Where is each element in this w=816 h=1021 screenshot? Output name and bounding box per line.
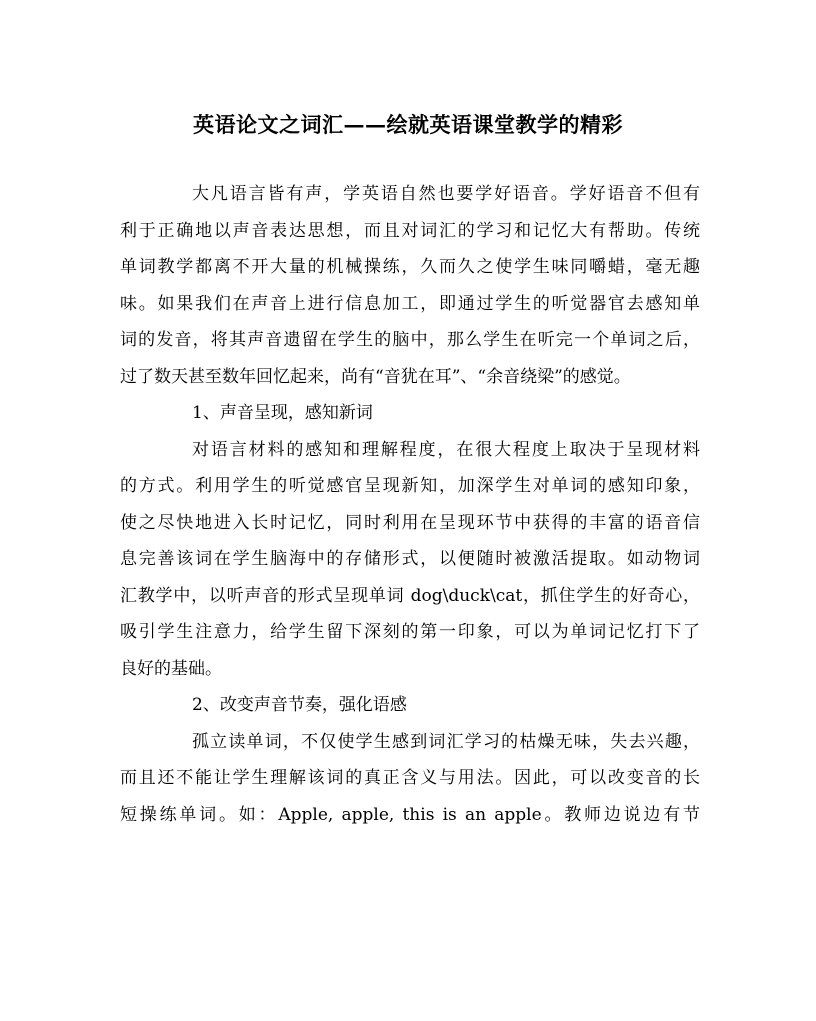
paragraph-line: 的方式。利用学生的听觉感官呈现新知，加深学生对单词的感知印象， [120,476,700,496]
document-title: 英语论文之词汇——绘就英语课堂教学的精彩 [193,112,623,137]
paragraph-line: 汇教学中，以听声音的形式呈现单词 dog\duck\cat，抓住学生的好奇心， [120,585,700,606]
paragraph-line: 吸引学生注意力，给学生留下深刻的第一印象，可以为单词记忆打下了 [120,622,700,642]
paragraph-line: 词的发音，将其声音遗留在学生的脑中，那么学生在听完一个单词之后， [120,330,700,350]
paragraph-line: 单词教学都离不开大量的机械操练，久而久之使学生味同嚼蜡，毫无趣 [120,257,700,277]
paragraph-line: 大凡语言皆有声，学英语自然也要学好语音。学好语音不但有 [192,184,700,204]
document-body [120,176,700,833]
paragraph-line: 良好的基础。 [120,658,222,679]
section-heading: 1、声音呈现，感知新词 [192,403,373,423]
section-heading: 2、改变声音节奏，强化语感 [192,695,407,715]
paragraph-line: 孤立读单词，不仅使学生感到词汇学习的枯燥无味，失去兴趣， [192,731,700,752]
paragraph-line: 对语言材料的感知和理解程度，在很大程度上取决于呈现材料 [192,439,700,460]
paragraph-line: 短操练单词。如：Apple, apple, this is an apple。教师边说边有节 [120,804,700,825]
paragraph-line: 使之尽快地进入长时记忆，同时利用在呈现环节中获得的丰富的语音信 [120,512,700,533]
paragraph-line: 息完善该词在学生脑海中的存储形式，以便随时被激活提取。如动物词 [120,549,700,569]
paragraph-line: 而且还不能让学生理解该词的真正含义与用法。因此，可以改变音的长 [120,768,700,788]
paragraph-line: 利于正确地以声音表达思想，而且对词汇的学习和记忆大有帮助。传统 [120,220,700,241]
paragraph-line: 过了数天甚至数年回忆起来，尚有“音犹在耳”、“余音绕梁”的感觉。 [120,366,631,387]
paragraph-line: 味。如果我们在声音上进行信息加工，即通过学生的听觉器官去感知单 [120,293,700,314]
